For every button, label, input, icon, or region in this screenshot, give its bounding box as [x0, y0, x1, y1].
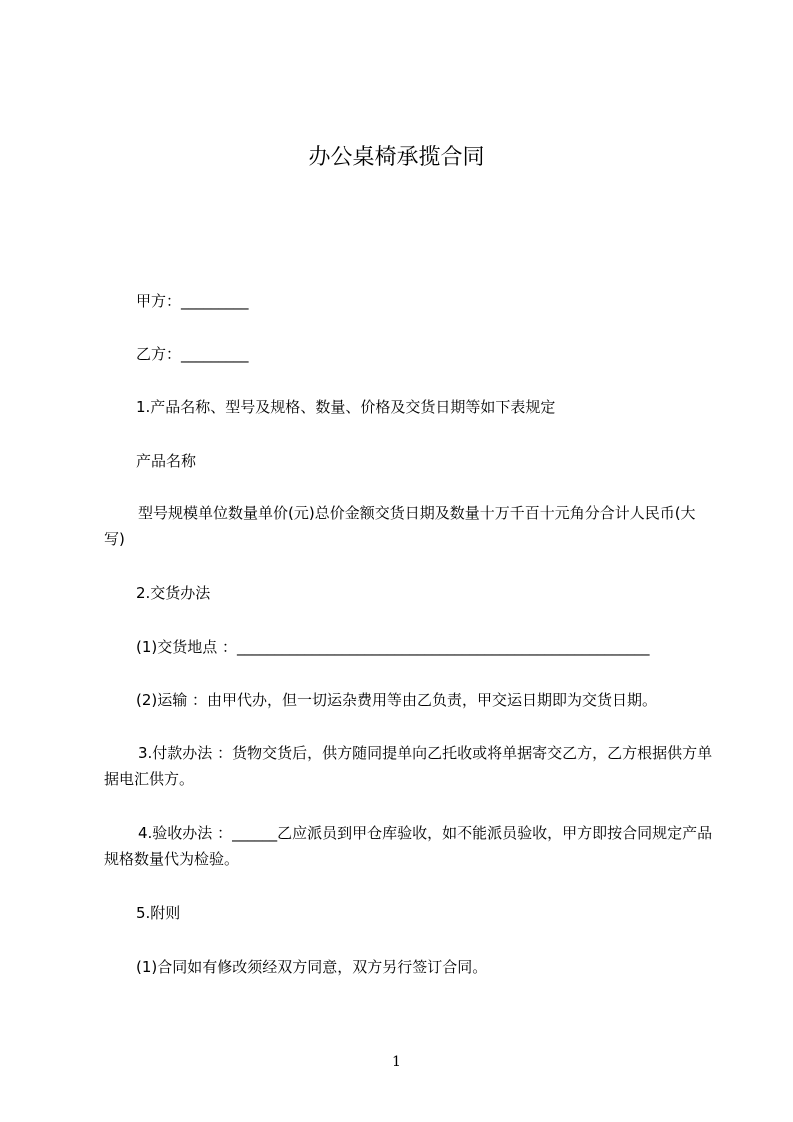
clause-2-1: (1)交货地点 ：_______________________________________________________ [136, 638, 650, 656]
product-name-label: 产品名称 [136, 452, 197, 470]
party-a-line: 甲方：_________ [136, 292, 249, 310]
clause-4: 4.验收办法 ：______乙应派员到甲仓库验收，如不能派员验收，甲方即按合同规定产品规格数量代为检验。 [104, 824, 713, 868]
clause-2: 2.交货办法 [136, 584, 211, 602]
clause-2-2: (2)运输 ：由甲代办，但一切运杂费用等由乙负责，甲交运日期即为交货日期。 [136, 691, 658, 709]
clause-5-1: (1)合同如有修改须经双方同意，双方另行签订合同。 [136, 958, 488, 976]
document-title: 办公桌椅承揽合同 [308, 145, 485, 170]
clause-3: 3.付款办法 ：货物交货后，供方随同提单向乙托收或将单据寄交乙方，乙方根据供方单据电汇供方。 [104, 744, 713, 788]
clause-5: 5.附则 [136, 904, 181, 922]
clause-1: 1.产品名称、型号及规格、数量、价格及交货日期等如下表规定 [136, 398, 556, 416]
page-number: 1 [392, 1054, 401, 1070]
table-header-text: 型号规模单位数量单价(元)总价金额交货日期及数量十万千百十元角分合计人民币(大写) [104, 504, 696, 548]
party-b-line: 乙方：_________ [136, 345, 249, 363]
